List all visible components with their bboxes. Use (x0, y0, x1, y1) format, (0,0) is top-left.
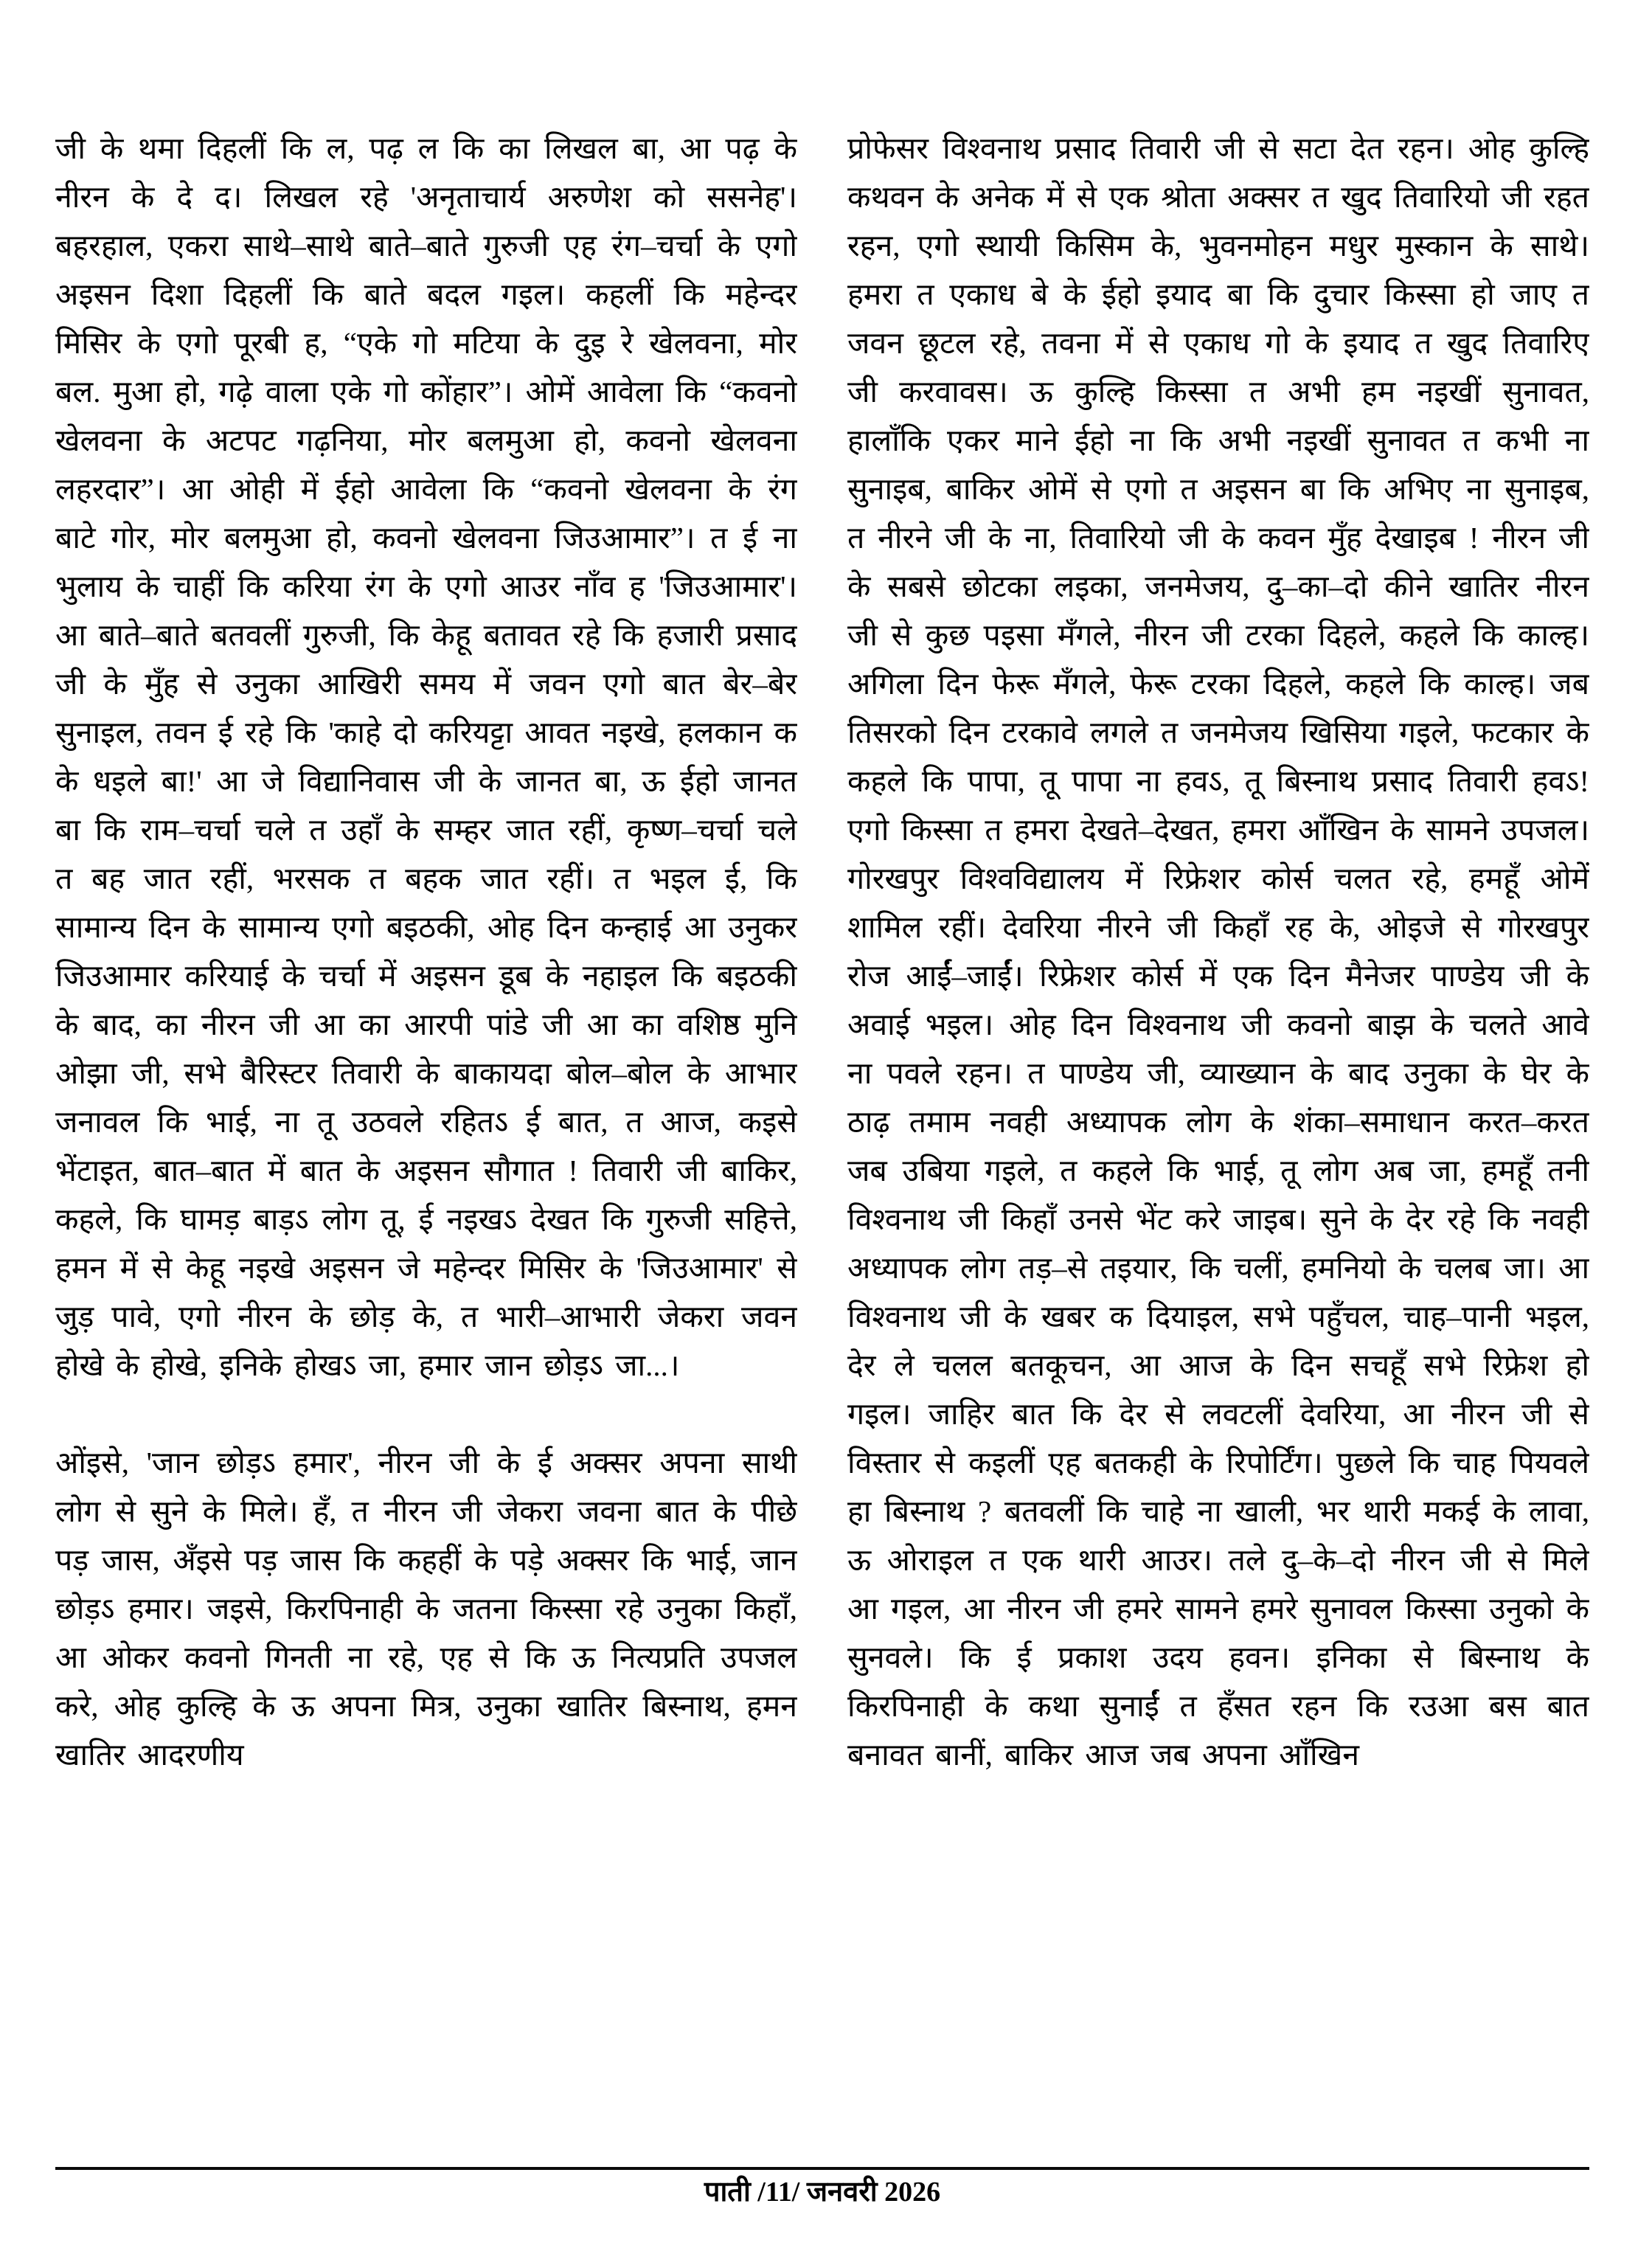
left-column (55, 124, 797, 2137)
text-body (55, 124, 1589, 2137)
paragraph: जी के थमा दिहलीं कि ल, पढ़ ल कि का लिखल बा, आ पढ़ के नीरन के दे द। लिखल रहे 'अनृताचार्य अरुणेश को ससनेह'। बहरहाल, एकरा साथे–साथे बाते–बाते गुरुजी एह रंग–चर्चा के एगो अइसन दिशा दिहलीं कि बाते बदल गइल। कहलीं कि महेन्दर मिसिर के एगो पूरबी ह, “एके गो मटिया के दुइ रे खेलवना, मोर बल. मुआ हो, गढ़े वाला एके गो कोंहार”। ओमें आवेला कि “कवनो खेलवना के अटपट गढ़निया, मोर बलमुआ हो, कवनो खेलवना लहरदार”। आ ओही में ईहो आवेला कि “कवनो खेलवना के रंग बाटे गोर, मोर बलमुआ हो, कवनो खेलवना जिउआमार”। त ई ना भुलाय के चाहीं कि करिया रंग के एगो आउर नाँव ह 'जिउआमार'। आ बाते–बाते बतवलीं गुरुजी, कि केहू बतावत रहे कि हजारी प्रसाद जी के मुँह से उनुका आखिरी समय में जवन एगो बात बेर–बेर सुनाइल, तवन ई रहे कि 'काहे दो करियट्टा आवत नइखे, हलकान क के धइले बा!' आ जे विद्यानिवास जी के जानत बा, ऊ ईहो जानत बा कि राम–चर्चा चले त उहाँ के सम्हर जात रहीं, कृष्ण–चर्चा चले त बह जात रहीं, भरसक त बहक जात रहीं। त भइल ई, कि सामान्य दिन के सामान्य एगो बइठकी, ओह दिन कन्हाई आ उनुकर जिउआमार करियाई के चर्चा में अइसन डूब के नहाइल कि बइठकी के बाद, का नीरन जी आ का आरपी पांडे जी आ का वशिष्ठ मुनि ओझा जी, सभे बैरिस्टर तिवारी के बाकायदा बोल–बोल के आभार जनावल कि भाई, ना तू उठवले रहितऽ ई बात, त आज, कइसे भेंटाइत, बात–बात में बात के अइसन सौगात ! तिवारी जी बाकिर, कहले, कि घामड़ बाड़ऽ लोग तू, ई नइखऽ देखत कि गुरुजी सहित्ते, हमन में से केहू नइखे अइसन जे महेन्दर मिसिर के 'जिउआमार' से जुड़ पावे, एगो नीरन के छोड़ के, त भारी–आभारी जेकरा जवन होखे के होखे, इनिके होखऽ जा, हमार जान छोड़ऽ जा...। (55, 131, 797, 1382)
right-column (847, 124, 1589, 2137)
paragraph: ओंइसे, 'जान छोड़ऽ हमार', नीरन जी के ई अक्सर अपना साथी लोग से सुने के मिले। हँ, त नीरन जी जेकरा जवना बात के पीछे पड़ जास, अँइसे पड़ जास कि कहहीं के पड़े अक्सर कि भाई, जान छोड़ऽ हमार। जइसे, किरपिनाही के जतना किस्सा रहे उनुका किहाँ, आ ओकर कवनो गिनती ना रहे, एह से कि ऊ नित्यप्रति उपजल करे, ओह कुल्हि के ऊ अपना मित्र, उनुका खातिर बिस्नाथ, हमन खातिर आदरणीय (55, 1446, 797, 1772)
page-footer (55, 2167, 1589, 2210)
paragraph: प्रोफेसर विश्वनाथ प्रसाद तिवारी जी से सटा देत रहन। ओह कुल्हि कथवन के अनेक में से एक श्रोता अक्सर त खुद तिवारियो जी रहत रहन, एगो स्थायी किसिम के, भुवनमोहन मधुर मुस्कान के साथे। हमरा त एकाध बे के ईहो इयाद बा कि दुचार किस्सा हो जाए त जवन छूटल रहे, तवना में से एकाध गो के इयाद त खुद तिवारिए जी करवावस। ऊ कुल्हि किस्सा त अभी हम नइखीं सुनावत, हालाँकि एकर माने ईहो ना कि अभी नइखीं सुनावत त कभी ना सुनाइब, बाकिर ओमें से एगो त अइसन बा कि अभिए ना सुनाइब, त नीरने जी के ना, तिवारियो जी के कवन मुँह देखाइब ! नीरन जी के सबसे छोटका लइका, जनमेजय, दु–का–दो कीने खातिर नीरन जी से कुछ पइसा मँगले, नीरन जी टरका दिहले, कहले कि काल्ह। अगिला दिन फेरू मँगले, फेरू टरका दिहले, कहले कि काल्ह। जब तिसरको दिन टरकावे लगले त जनमेजय खिसिया गइले, फटकार के कहले कि पापा, तू पापा ना हवऽ, तू बिस्नाथ प्रसाद तिवारी हवऽ! एगो किस्सा त हमरा देखते–देखत, हमरा आँखिन के सामने उपजल। गोरखपुर विश्वविद्यालय में रिफ्रेशर कोर्स चलत रहे, हमहूँ ओमें शामिल रहीं। देवरिया नीरने जी किहाँ रह के, ओइजे से गोरखपुर रोज आईं–जाईं। रिफ्रेशर कोर्स में एक दिन मैनेजर पाण्डेय जी के अवाई भइल। ओह दिन विश्वनाथ जी कवनो बाझ के चलते आवे ना पवले रहन। त पाण्डेय जी, व्याख्यान के बाद उनुका के घेर के ठाढ़ तमाम नवही अध्यापक लोग के शंका–समाधान करत–करत जब उबिया गइले, त कहले कि भाई, तू लोग अब जा, हमहूँ तनी विश्वनाथ जी किहाँ उनसे भेंट करे जाइब। सुने के देर रहे कि नवही अध्यापक लोग तड़–से तइयार, कि चलीं, हमनियो के चलब जा। आ विश्वनाथ जी के खबर क दियाइल, सभे पहुँचल, चाह–पानी भइल, देर ले चलल बतकूचन, आ आज के दिन सचहूँ सभे रिफ्रेश हो गइल। जाहिर बात कि देर से लवटलीं देवरिया, आ नीरन जी से विस्तार से कइलीं एह बतकही के रिपोर्टिंग। पुछले कि चाह पियवले हा बिस्नाथ ? बतवलीं कि चाहे ना खाली, भर थारी मकई के लावा, ऊ ओराइल त एक थारी आउर। तले दु–के–दो नीरन जी से मिले आ गइल, आ नीरन जी हमरे सामने हमरे सुनावल किस्सा उनुको के सुनवले। कि ई प्रकाश उदय हवन। इनिका से बिस्नाथ के किरपिनाही के कथा सुनाईं त हँसत रहन कि रउआ बस बात बनावत बानीं, बाकिर आज जब अपना आँखिन (847, 131, 1589, 1772)
footer-divider (55, 2167, 1589, 2170)
footer-page-info: पाती /11/ जनवरी 2026 (704, 2177, 941, 2208)
